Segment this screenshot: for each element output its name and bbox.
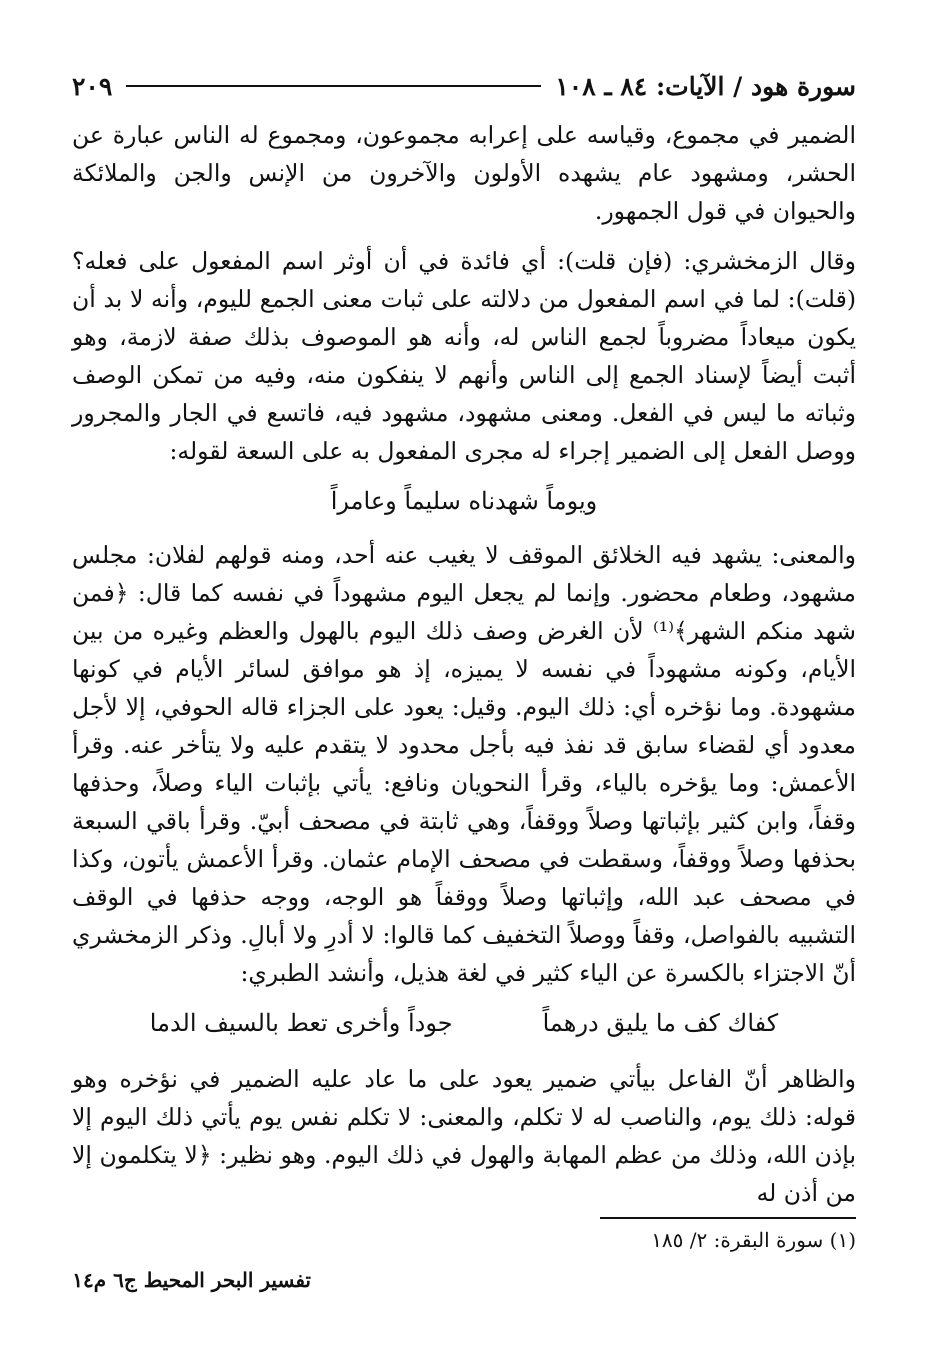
couplet-first-hemistich: كفاك كف ما يليق درهماً [542, 1009, 779, 1037]
couplet-second-hemistich: جوداً وأخرى تعط بالسيف الدما [149, 1009, 453, 1037]
footnote: (١) سورة البقرة: ٢/ ١٨٥ [651, 1228, 856, 1252]
paragraph-1: الضمير في مجموع، وقياسه على إعرابه مجموعون، ومجموع له الناس عبارة عن الحشر، ومشهود عام يشهده الأولون والآخرون من الإنس والجن والملائكة والحيوان في قول الجمهور. [72, 121, 856, 225]
page-body [72, 116, 856, 1224]
paragraph-2: وقال الزمخشري: (فإن قلت): أي فائدة في أن أوثر اسم المفعول على فعله؟ (قلت): لما في اسم المفعول من دلالته على ثبات معنى الجمع لليوم، وأنه لا بد أن يكون ميعاداً مضروباً لجمع الناس له، وأنه هو الموصوف بذلك صفة لازمة، وهو أثبت أيضاً لإسناد الجمع إلى الناس وأنهم لا ينفكون منه، وفيه من تمكن الوصف وثباته ما ليس في الفعل. ومعنى مشهود، مشهود فيه، فاتسع في الجار والمجرور ووصل الفعل إلى الضمير إجراء له مجرى المفعول به على السعة لقوله: [72, 247, 856, 465]
verse-line: ويوماً شهدناه سليماً وعامراً [330, 487, 598, 515]
printer-signature: تفسير البحر المحيط ج٦ م١٤ [72, 1268, 311, 1292]
poetry-couplet [72, 1004, 856, 1042]
page-header [72, 62, 856, 110]
footnote-rule [600, 1217, 856, 1219]
paragraph-3: والمعنى: يشهد فيه الخلائق الموقف لا يغيب عنه أحد، ومنه قولهم لفلان: مجلس مشهود، وطعام محضور. وإنما لم يجعل اليوم مشهوداً في نفسه كما قال: ﴿فمن شهد منكم الشهر﴾⁽¹⁾ لأن الغرض وصف ذلك اليوم بالهول والعظم وغيره من بين الأيام، وكونه مشهوداً في نفسه لا يميزه، إذ هو موافق لسائر الأيام في كونها مشهودة. وما نؤخره أي: ذلك اليوم. وقيل: يعود على الجزاء قاله الحوفي، إلا لأجل معدود أي لقضاء سابق قد نفذ فيه بأجل محدود لا يتقدم عليه ولا يتأخر عنه. وقرأ الأعمش: وما يؤخره بالياء، وقرأ النحويان ونافع: يأتي بإثبات الياء وصلاً، وحذفها وقفاً، وابن كثير بإثباتها وصلاً ووقفاً، وهي ثابتة في مصحف أبيّ. وقرأ باقي السبعة بحذفها وصلاً ووقفاً، وسقطت في مصحف الإمام عثمان. وقرأ الأعمش يأتون، وكذا في مصحف عبد الله، وإثباتها وصلاً ووقفاً هو الوجه، ووجه حذفها في الوقف التشبيه بالفواصل، وقفاً ووصلاً التخفيف كما قالوا: لا أدرِ ولا أبالِ. وذكر الزمخشري أنّ الاجتزاء بالكسرة عن الياء كثير في لغة هذيل، وأنشد الطبري: [72, 541, 856, 987]
paragraph-4: والظاهر أنّ الفاعل بيأتي ضمير يعود على ما عاد عليه الضمير في نؤخره وهو قوله: ذلك يوم، والناصب له لا تكلم، والمعنى: لا تكلم نفس يوم يأتي ذلك اليوم إلا بإذن الله، وذلك من عظم المهابة والهول في ذلك اليوم. وهو نظير: ﴿لا يتكلمون إلا من أذن له [72, 1065, 856, 1207]
running-title: سورة هود / الآيات: ٨٤ ـ ١٠٨ [555, 71, 856, 101]
page-number: ٢٠٩ [72, 71, 113, 101]
header-rule [126, 85, 541, 87]
